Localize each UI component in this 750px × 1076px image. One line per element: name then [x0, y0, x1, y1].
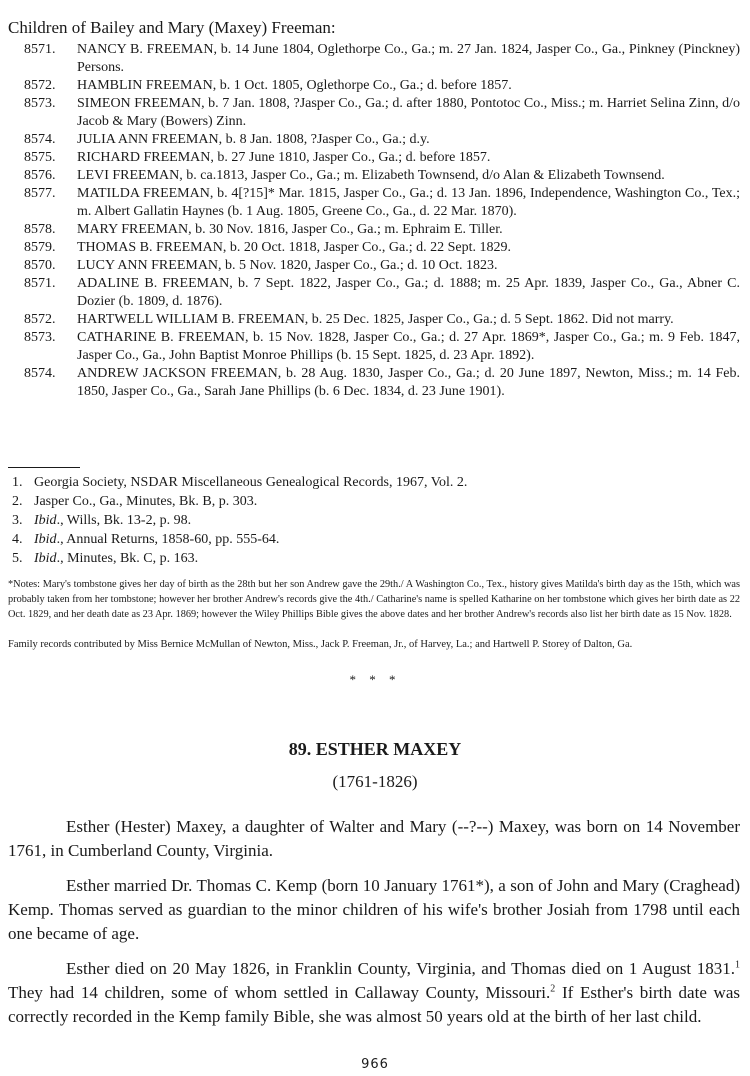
child-entry: [24, 329, 740, 365]
child-text: THOMAS B. FREEMAN, b. 20 Oct. 1818, Jasper Co., Ga.; d. 22 Sept. 1829.: [77, 240, 511, 255]
child-entry: [24, 41, 740, 77]
child-number: 8571.: [24, 42, 56, 57]
child-number: 8577.: [24, 186, 56, 201]
footnote: [12, 511, 467, 530]
child-number: 8579.: [24, 240, 56, 255]
children-list: [24, 41, 740, 401]
paragraph-text: Esther died on 20 May 1826, in Franklin County, Virginia, and Thomas died on 1 August 1831.: [66, 959, 735, 978]
child-number: 8576.: [24, 168, 56, 183]
footnote-text: Georgia Society, NSDAR Miscellaneous Genealogical Records, 1967, Vol. 2.: [34, 475, 468, 490]
child-number: 8574.: [24, 132, 56, 147]
footnote: [12, 549, 467, 568]
footnote-text: Jasper Co., Ga., Minutes, Bk. B, p. 303.: [34, 494, 258, 509]
child-number: 8570.: [24, 258, 56, 273]
footnotes-list: [12, 473, 467, 568]
child-entry: [24, 275, 740, 311]
child-text: LEVI FREEMAN, b. ca.1813, Jasper Co., Ga.; m. Elizabeth Townsend, d/o Alan & Elizabeth Townsend.: [77, 168, 665, 183]
footnote-text: ., Minutes, Bk. C, p. 163.: [56, 551, 199, 566]
footnote: [12, 530, 467, 549]
child-text: LUCY ANN FREEMAN, b. 5 Nov. 1820, Jasper Co., Ga.; d. 10 Oct. 1823.: [77, 258, 498, 273]
child-number: 8572.: [24, 312, 56, 327]
ibid-text: Ibid: [34, 532, 57, 547]
child-entry: [24, 239, 740, 257]
credits-paragraph: Family records contributed by Miss Bernice McMullan of Newton, Miss., Jack P. Freeman, Jr., of Harvey, La.; and Hartwell P. Storey of Dalton, Ga.: [8, 639, 633, 650]
child-text: MATILDA FREEMAN, b. 4[?15]* Mar. 1815, Jasper Co., Ga.; d. 13 Jan. 1896, Independence, Washington Co., Tex.; m. Albert Gallatin Haynes (b. 1 Aug. 1805, Greene Co., Ga., d. 22 Mar. 1870).: [77, 186, 740, 219]
footnote-number: 1.: [12, 475, 23, 490]
footnote-text: ., Wills, Bk. 13-2, p. 98.: [56, 513, 192, 528]
section-title: 89. ESTHER MAXEY: [288, 739, 462, 759]
notes-paragraph: *Notes: Mary's tombstone gives her day of birth as the 28th but her son Andrew gave the 29th./ A Washington Co., Tex., history gives Matilda's birth day as the 15th, which was probably taken from her tombstone; however her brother Andrew's records give the 4th./ Catharine's name is spelled Katharine on her tombstone which gives her birth date as 22 Oct. 1829, and her death date as 23 Apr. 1869; however the Wiley Phillips Bible gives the above dates and her brother Andrew's records also list her birth date as 15 Nov. 1828.: [8, 579, 740, 620]
child-text: HAMBLIN FREEMAN, b. 1 Oct. 1805, Oglethorpe Co., Ga.; d. before 1857.: [77, 78, 512, 93]
child-entry: [24, 257, 740, 275]
footnote-number: 2.: [12, 494, 23, 509]
footnote-divider: [8, 467, 80, 468]
page-number: 966: [361, 1057, 389, 1072]
footnote-number: 4.: [12, 532, 23, 547]
children-heading: Children of Bailey and Mary (Maxey) Freeman:: [8, 18, 336, 37]
child-entry: [24, 95, 740, 131]
child-number: 8573.: [24, 96, 56, 111]
footnote-text: ., Annual Returns, 1858-60, pp. 555-64.: [56, 532, 280, 547]
child-text: MARY FREEMAN, b. 30 Nov. 1816, Jasper Co., Ga.; m. Ephraim E. Tiller.: [77, 222, 503, 237]
footnote-ref: 1: [735, 959, 740, 971]
child-number: 8574.: [24, 366, 56, 381]
child-text: NANCY B. FREEMAN, b. 14 June 1804, Oglethorpe Co., Ga.; m. 27 Jan. 1824, Jasper Co., Ga., Pinkney (Pinckney) Persons.: [77, 42, 740, 75]
child-entry: [24, 77, 740, 95]
child-entry: [24, 221, 740, 239]
footnote: [12, 492, 467, 511]
ibid-text: Ibid: [34, 513, 57, 528]
child-number: 8572.: [24, 78, 56, 93]
child-number: 8573.: [24, 330, 56, 345]
section-separator: * * *: [349, 672, 401, 687]
child-entry: [24, 311, 740, 329]
paragraph-text: They had 14 children, some of whom settled in Callaway County, Missouri.: [8, 983, 551, 1002]
child-number: 8575.: [24, 150, 56, 165]
section-dates: (1761-1826): [332, 772, 418, 791]
child-number: 8578.: [24, 222, 56, 237]
child-entry: [24, 131, 740, 149]
child-number: 8571.: [24, 276, 56, 291]
ibid-text: Ibid: [34, 551, 57, 566]
child-entry: [24, 185, 740, 221]
child-entry: [24, 365, 740, 401]
footnote-number: 3.: [12, 513, 23, 528]
body-paragraph: [8, 957, 740, 1029]
child-text: JULIA ANN FREEMAN, b. 8 Jan. 1808, ?Jasper Co., Ga.; d.y.: [77, 132, 430, 147]
section-body: [8, 815, 740, 1040]
child-text: RICHARD FREEMAN, b. 27 June 1810, Jasper Co., Ga.; d. before 1857.: [77, 150, 491, 165]
child-text: CATHARINE B. FREEMAN, b. 15 Nov. 1828, Jasper Co., Ga.; d. 27 Apr. 1869*, Jasper Co., Ga.; m. 9 Feb. 1847, Jasper Co., Ga., John Baptist Monroe Phillips (b. 15 Sept. 1825, d. 23 Apr. 1892).: [77, 330, 740, 363]
child-text: HARTWELL WILLIAM B. FREEMAN, b. 25 Dec. 1825, Jasper Co., Ga.; d. 5 Sept. 1862. Did not marry.: [77, 312, 674, 327]
child-text: ADALINE B. FREEMAN, b. 7 Sept. 1822, Jasper Co., Ga.; d. 1888; m. 25 Apr. 1839, Jasper Co., Ga., Abner C. Dozier (b. 1809, d. 1876).: [77, 276, 740, 309]
child-text: SIMEON FREEMAN, b. 7 Jan. 1808, ?Jasper Co., Ga.; d. after 1880, Pontotoc Co., Miss.; m. Harriet Selina Zinn, d/o Jacob & Mary (Bowers) Zinn.: [77, 96, 740, 129]
child-entry: [24, 167, 740, 185]
footnote: [12, 473, 467, 492]
body-paragraph: Esther (Hester) Maxey, a daughter of Walter and Mary (--?--) Maxey, was born on 14 November 1761, in Cumberland County, Virginia.: [8, 817, 740, 860]
child-text: ANDREW JACKSON FREEMAN, b. 28 Aug. 1830, Jasper Co., Ga.; d. 20 June 1897, Newton, Miss.; m. 14 Feb. 1850, Jasper Co., Ga., Sarah Jane Phillips (b. 6 Dec. 1834, d. 23 June 1901).: [77, 366, 740, 399]
footnote-number: 5.: [12, 551, 23, 566]
body-paragraph: Esther married Dr. Thomas C. Kemp (born 10 January 1761*), a son of John and Mary (Craghead) Kemp. Thomas served as guardian to the minor children of his wife's brother Josiah from 1798 until each one became of age.: [8, 876, 740, 943]
footnote-ref: 2: [550, 983, 556, 995]
paragraph-text: If Esther's birth date was correctly recorded in the Kemp family Bible, she was almost 50 years old at the birth of her last child.: [8, 983, 740, 1026]
child-entry: [24, 149, 740, 167]
